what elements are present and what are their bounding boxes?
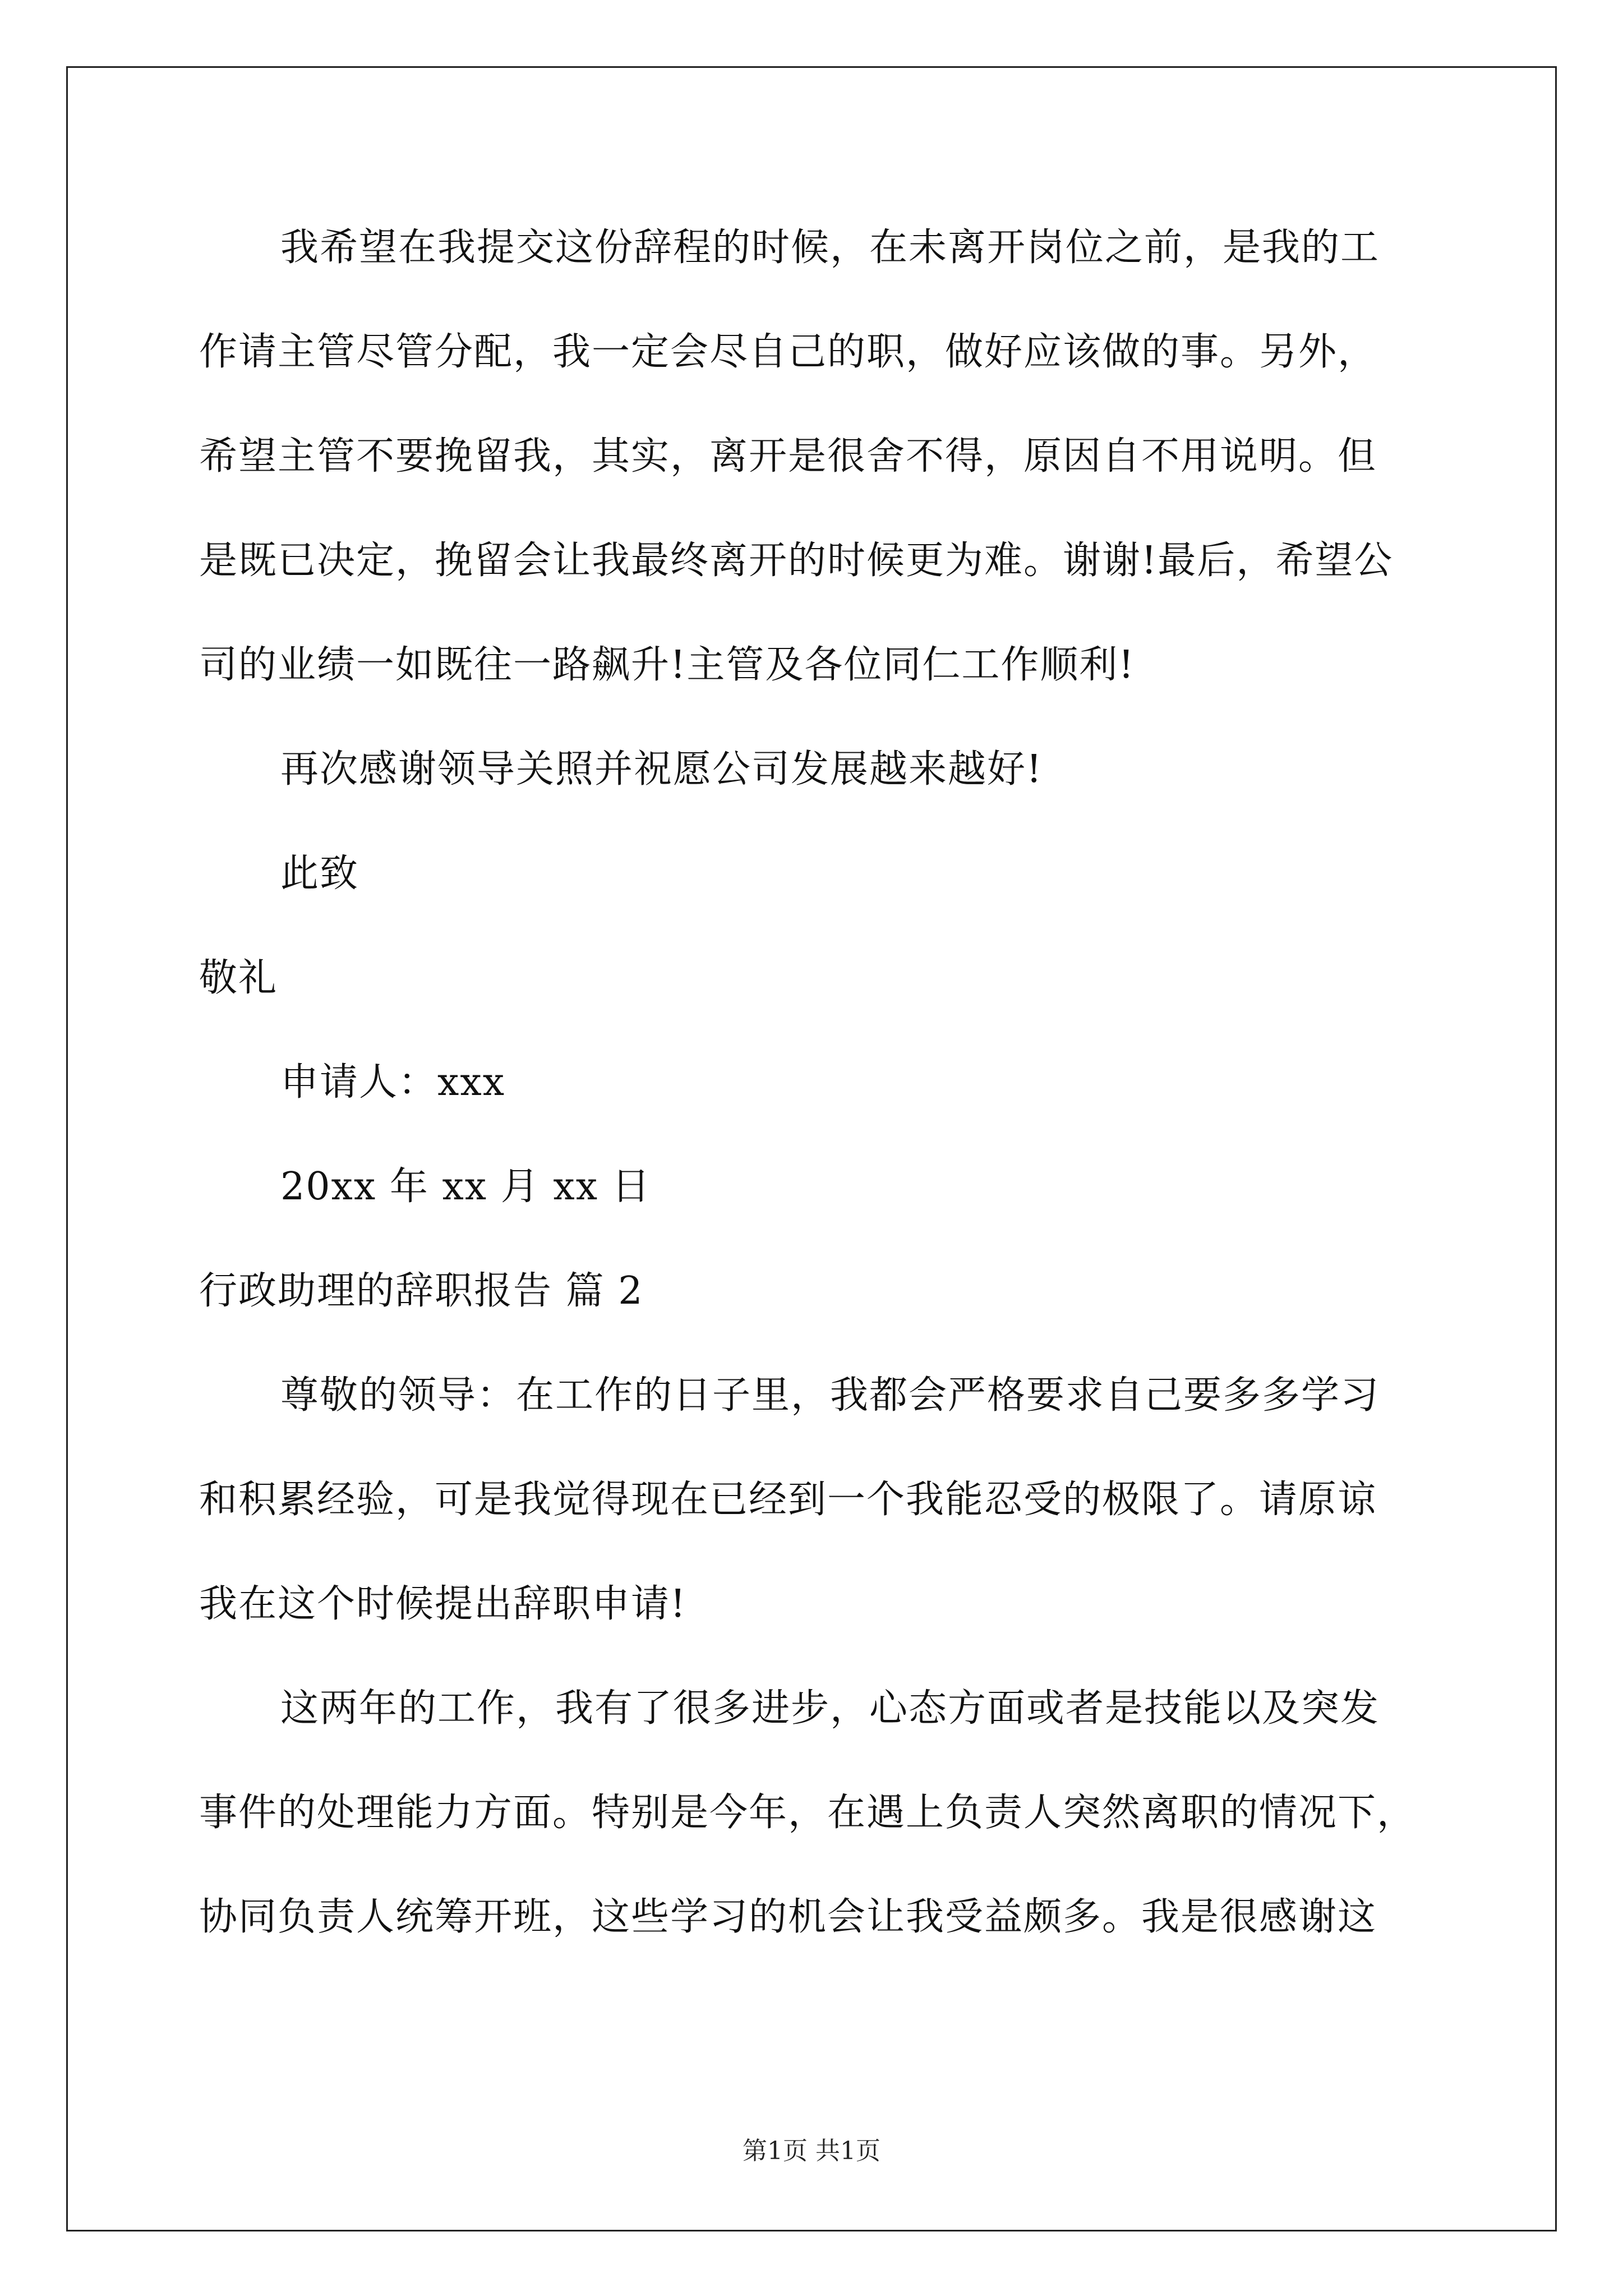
text-line: 这两年的工作，我有了很多进步，心态方面或者是技能以及突发 xyxy=(280,1686,1380,1731)
text-line: 作请主管尽管分配，我一定会尽自己的职，做好应该做的事。另外， xyxy=(199,330,1377,374)
text-line: 和积累经验，可是我觉得现在已经到一个我能忍受的极限了。请原谅 xyxy=(199,1478,1377,1522)
applicant-signature: 申请人：xxx xyxy=(280,1060,506,1105)
text-line: 是既已决定，挽留会让我最终离开的时候更为难。谢谢!最后，希望公 xyxy=(199,539,1394,583)
text-line: 我希望在我提交这份辞程的时候，在未离开岗位之前，是我的工 xyxy=(280,226,1380,270)
closing-salutation: 此致 xyxy=(280,852,359,896)
letter-date: 20xx 年 xx 月 xx 日 xyxy=(280,1165,651,1209)
section-heading: 行政助理的辞职报告 篇 2 xyxy=(199,1269,644,1313)
text-line: 协同负责人统筹开班，这些学习的机会让我受益颇多。我是很感谢这 xyxy=(199,1895,1377,1939)
document-body xyxy=(199,222,1433,1995)
page-footer: 第1页 共1页 xyxy=(743,2137,880,2165)
text-line: 事件的处理能力方面。特别是今年，在遇上负责人突然离职的情况下， xyxy=(199,1791,1417,1835)
text-line: 尊敬的领导：在工作的日子里，我都会严格要求自己要多多学习 xyxy=(280,1373,1380,1418)
closing-regards: 敬礼 xyxy=(199,956,278,1000)
text-line: 再次感谢领导关照并祝愿公司发展越来越好! xyxy=(280,747,1043,792)
text-line: 希望主管不要挽留我，其实，离开是很舍不得，原因自不用说明。但 xyxy=(199,434,1377,478)
text-line: 司的业绩一如既往一路飙升!主管及各位同仁工作顺利! xyxy=(199,643,1135,687)
text-line: 我在这个时候提出辞职申请! xyxy=(199,1582,687,1626)
